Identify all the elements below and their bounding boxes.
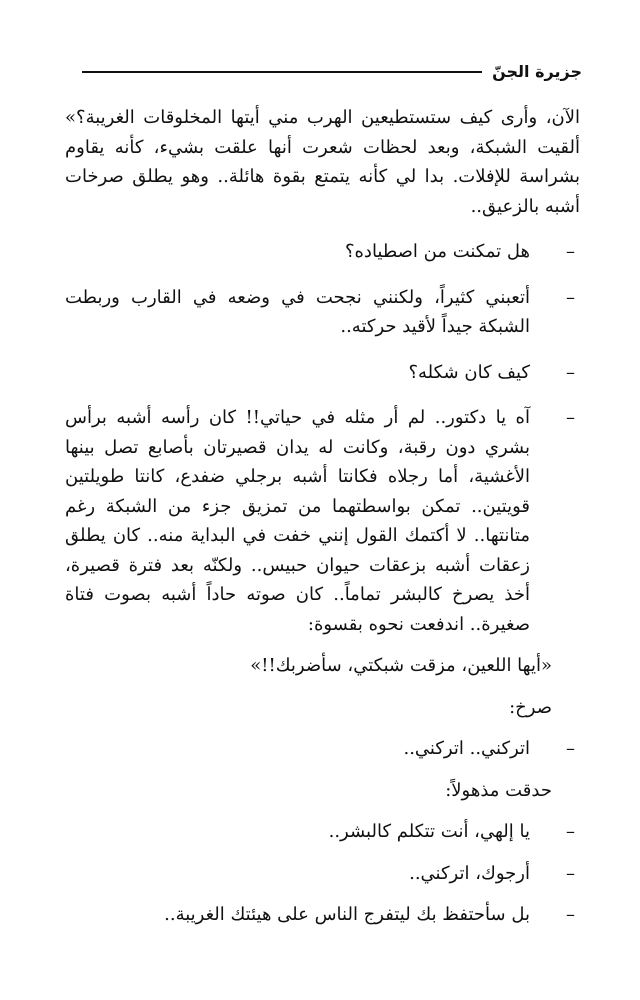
narration-line: «أيها اللعين، مزقت شبكتي، سأضربك!!»: [250, 655, 552, 676]
header-rule: [82, 71, 482, 73]
dialog-line: [65, 859, 580, 889]
dialog-line: [65, 734, 580, 764]
paragraph-opening: الآن، وأرى كيف ستستطيعين الهرب مني أيتها المخلوقات الغريبة؟» ألقيت الشبكة، وبعد لحظات شعرت أنها علقت بشيء، كأنه يقاوم بشراسة للإفلات. بدا لي كأنه يتمتع بقوة هائلة.. وهو يطلق صرخات أشبه بالزعيق..: [65, 107, 580, 217]
dialog-dash: –: [566, 241, 575, 262]
body-text: [65, 103, 580, 930]
dialog-dash: –: [566, 821, 575, 842]
dialog-line: [65, 283, 580, 342]
dialog-text: اتركني.. اتركني..: [403, 738, 530, 759]
dialog-dash: –: [566, 904, 575, 925]
dialog-line: [65, 900, 580, 930]
dialog-dash: –: [566, 862, 575, 884]
narration-line: صرخ:: [509, 696, 552, 718]
dialog-line: [65, 358, 580, 388]
dialog-text: آه يا دكتور.. لم أر مثله في حياتي!! كان رأسه أشبه برأس بشري دون رقبة، وكانت له يدان قصيرتان بأصابع تصل بينها الأغشية، أما رجلاه فكانتا أشبه برجلي ضفدع، كانتا طويلتين قويتين.. تمكن بواسطتهما من تمزيق جزء من الشبكة رغم متانتها.. لا أكتمك القول إنني خفت في البداية منه.. كان يطلق زعقات أشبه بزعقات حيوان حبيس.. ولكنّه بعد فترة قصيرة، أخذ يصرخ كالبشر تماماً.. كان صوته حاداً أشبه بصوت فتاة صغيرة.. اندفعت نحوه بقسوة:: [65, 407, 530, 635]
narration-line: حدقت مذهولاً:: [445, 779, 552, 801]
dialog-dash: –: [566, 738, 575, 759]
dialog-text: يا إلهي، أنت تتكلم كالبشر..: [328, 821, 530, 842]
dialog-line: [65, 403, 580, 639]
dialog-dash: –: [566, 361, 575, 383]
dialog-line: [65, 237, 580, 267]
dialog-text: بل سأحتفظ بك ليتفرج الناس على هيئتك الغريبة..: [164, 904, 530, 925]
dialog-text: أتعبني كثيراً، ولكنني نجحت في وضعه في القارب وربطت الشبكة جيداً لأقيد حركته..: [65, 286, 530, 337]
dialog-dash: –: [566, 407, 575, 428]
running-header: [82, 62, 582, 81]
dialog-text: أرجوك، اتركني..: [409, 862, 530, 884]
dialog-text: هل تمكنت من اصطياده؟: [344, 241, 530, 262]
dialog-text: كيف كان شكله؟: [408, 361, 530, 383]
dialog-dash: –: [566, 286, 575, 308]
running-title: جزيرة الجنّ: [492, 62, 582, 81]
dialog-line: [65, 817, 580, 847]
